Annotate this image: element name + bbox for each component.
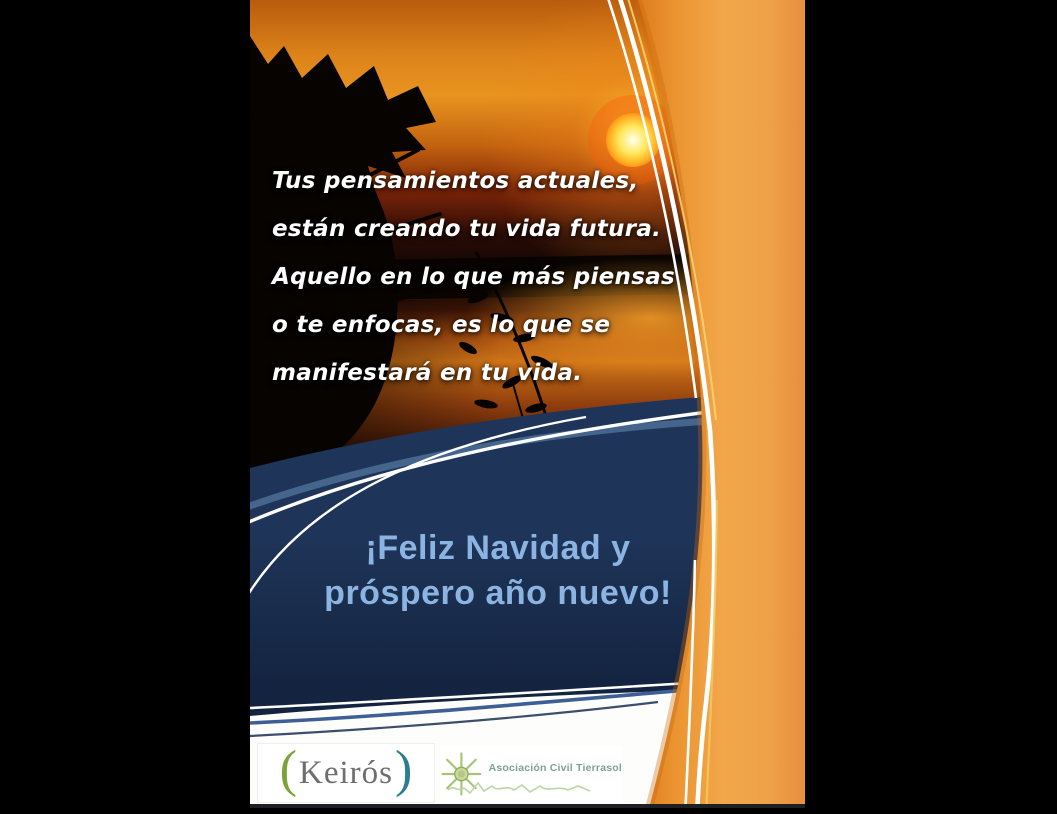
christmas-card bbox=[250, 0, 805, 808]
quote-line-3: Aquello en lo que más piensas bbox=[272, 264, 676, 290]
greeting-line-2: próspero año nuevo! bbox=[324, 574, 672, 612]
quote-line-4: o te enfocas, es lo que se bbox=[272, 312, 611, 338]
quote-line-2: están creando tu vida futura. bbox=[272, 216, 662, 242]
quote-line-5: manifestará en tu vida. bbox=[272, 360, 583, 386]
card-bottom-border bbox=[250, 804, 805, 808]
greeting-line-1: ¡Feliz Navidad y bbox=[365, 529, 631, 567]
keiros-paren-close: ) bbox=[394, 741, 413, 798]
keiros-name: Keirós bbox=[299, 754, 393, 791]
tierrasol-name: Asociación Civil Tierrasol bbox=[488, 761, 622, 774]
quote-line-1: Tus pensamientos actuales, bbox=[272, 168, 639, 194]
keiros-paren-open: ( bbox=[279, 741, 297, 798]
orange-side-band bbox=[250, 0, 805, 808]
